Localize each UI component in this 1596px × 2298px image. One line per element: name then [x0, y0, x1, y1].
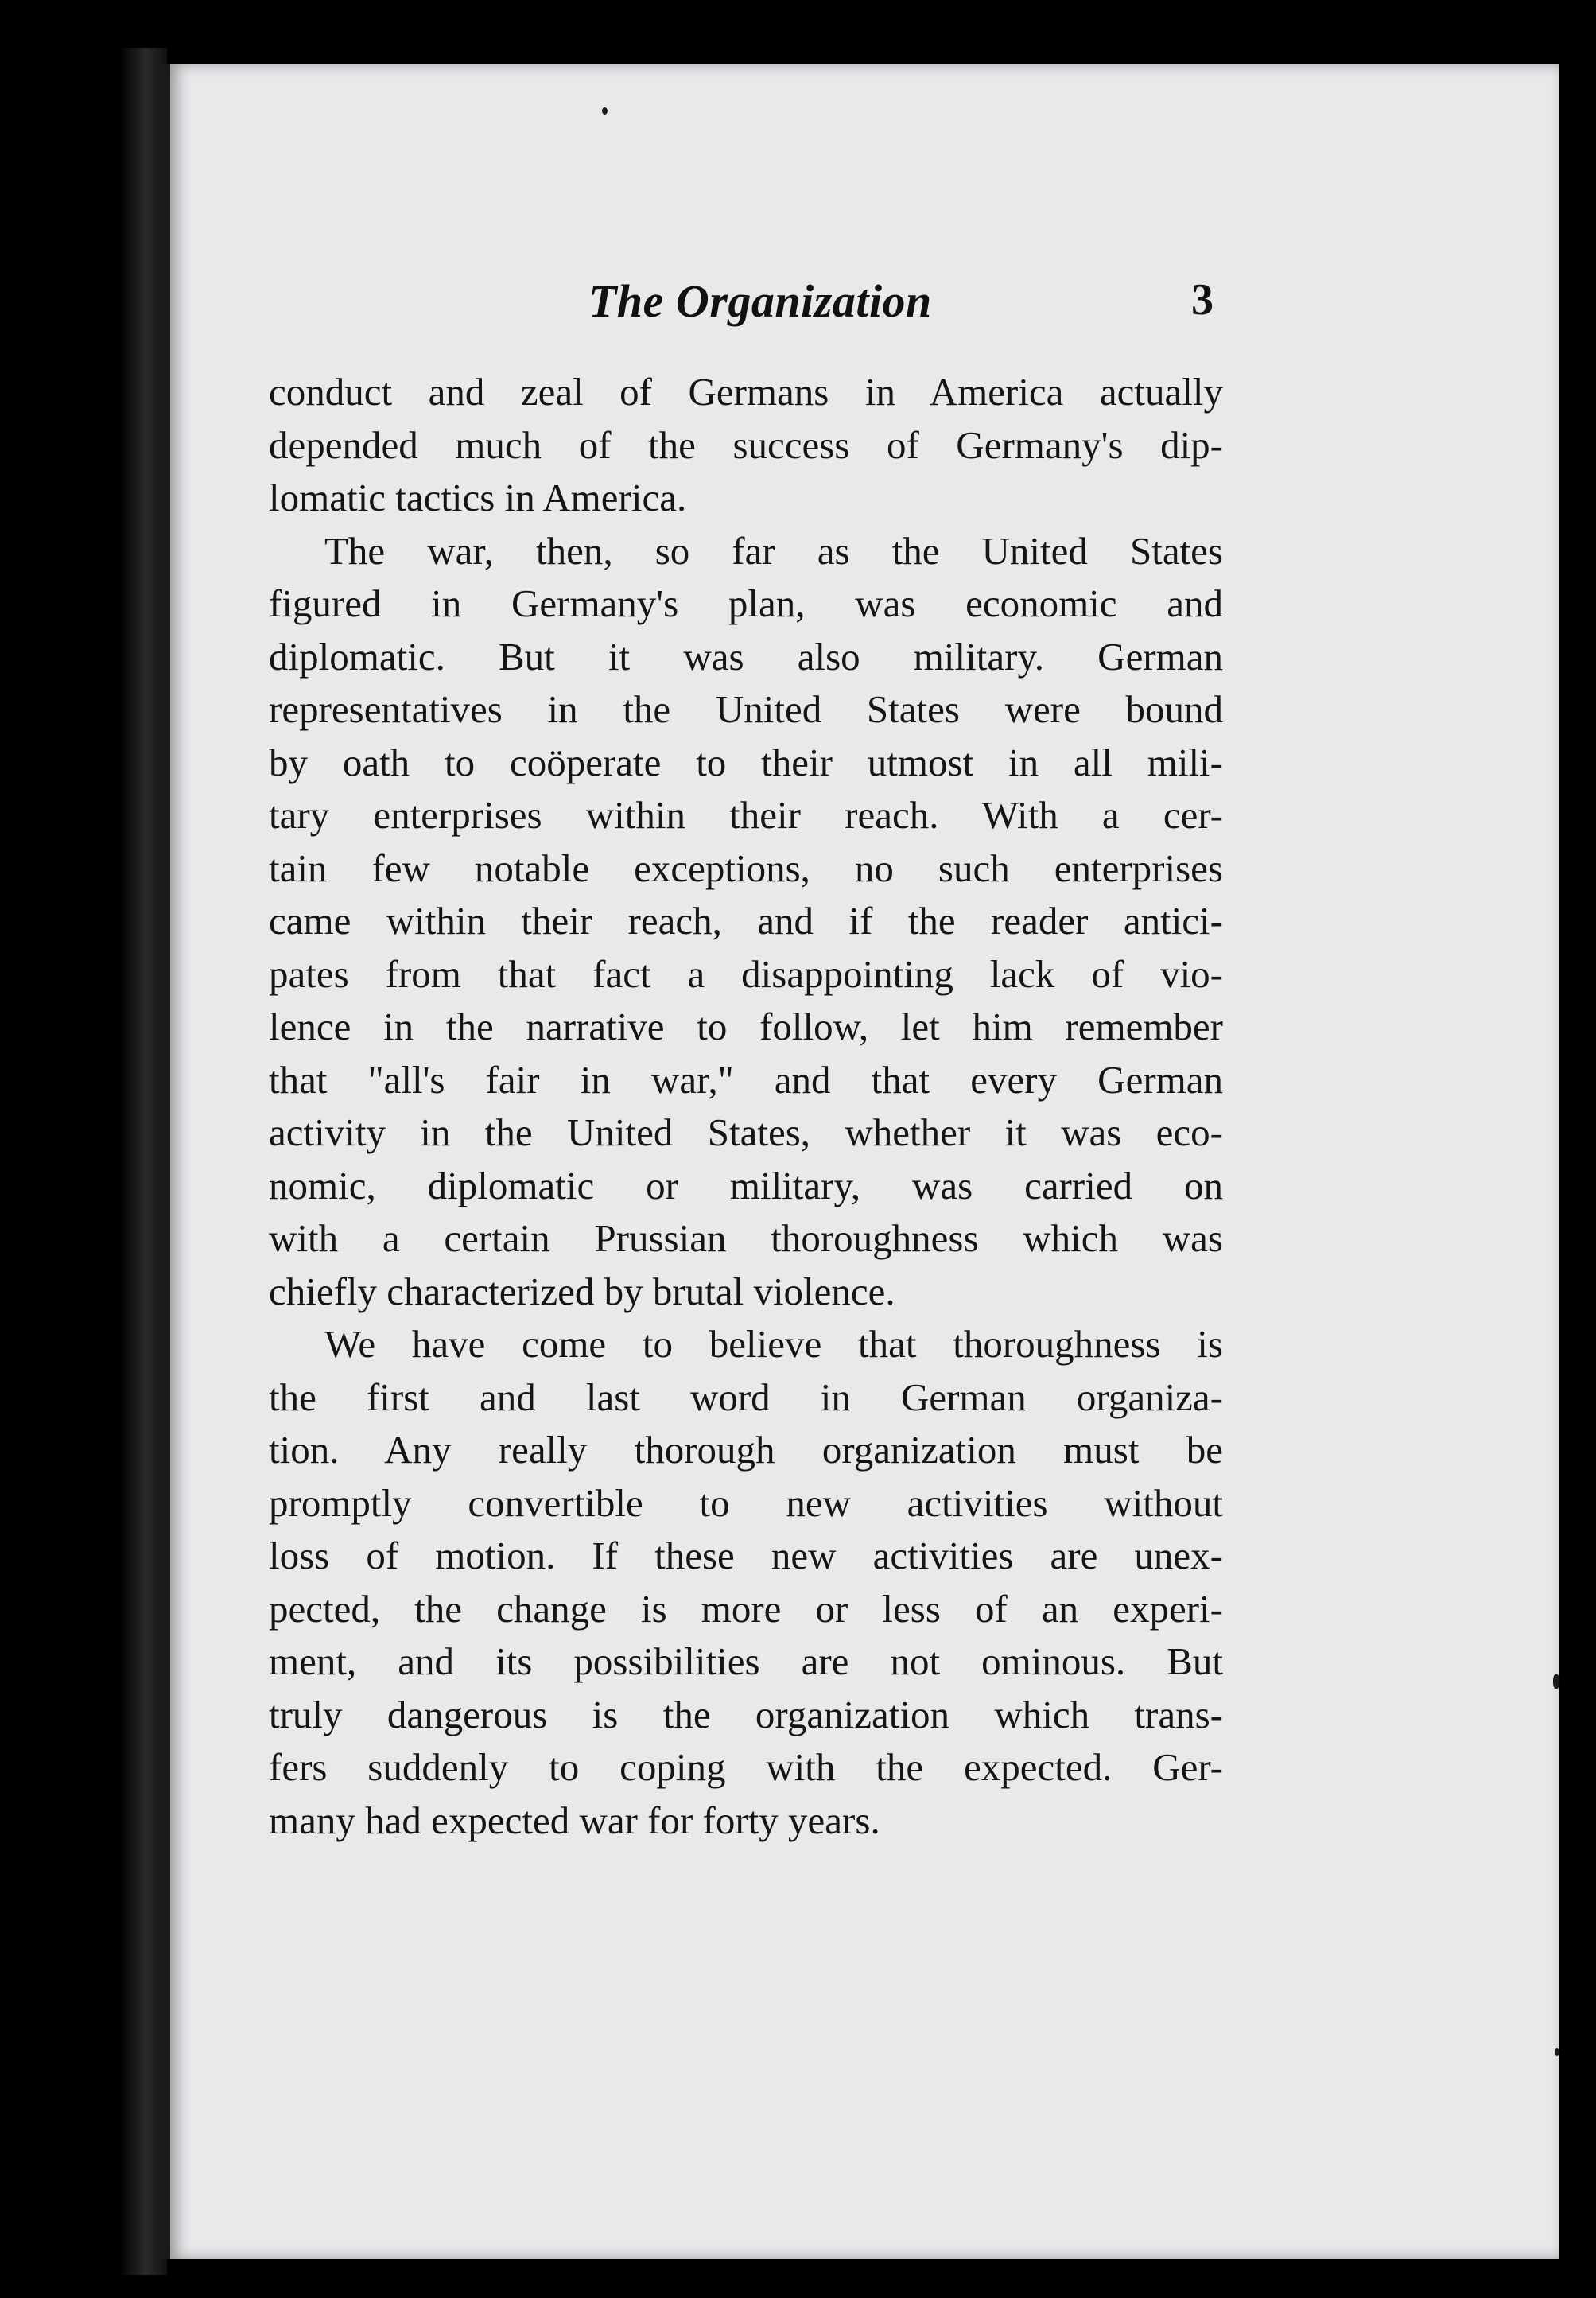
- paragraph-2: [269, 525, 1223, 1319]
- text-line: lence in the narrative to follow, let him remember: [269, 1005, 1223, 1048]
- dust-speck: [1553, 1674, 1559, 1689]
- text-line: activity in the United States, whether it was eco-: [269, 1110, 1223, 1154]
- text-line: lomatic tactics in America.: [269, 476, 687, 519]
- dust-speck: [1555, 2048, 1559, 2056]
- paragraph-3: [269, 1318, 1223, 1847]
- text-line: the first and last word in German organiza-: [269, 1375, 1223, 1419]
- running-head: [429, 274, 1225, 338]
- text-line: depended much of the success of Germany's dip-: [269, 422, 1223, 467]
- text-line: loss of motion. If these new activities are unex-: [269, 1534, 1223, 1577]
- text-line: diplomatic. But it was also military. German: [269, 634, 1223, 679]
- text-line: tary enterprises within their reach. With a cer-: [269, 793, 1223, 837]
- paragraph-1: [269, 366, 1223, 525]
- text-line: many had expected war for forty years.: [269, 1798, 880, 1842]
- text-line: that "all's fair in war," and that every German: [269, 1057, 1223, 1102]
- text-line: truly dangerous is the organization which trans-: [269, 1692, 1223, 1736]
- text-line: with a certain Prussian thoroughness which was: [269, 1216, 1223, 1260]
- text-line: figured in Germany's plan, was economic and: [269, 581, 1223, 625]
- page-number: 3: [1191, 275, 1214, 325]
- text-line: fers suddenly to coping with the expected. Ger-: [269, 1745, 1223, 1789]
- text-line: The war, then, so far as the United States: [324, 528, 1223, 573]
- text-line: nomic, diplomatic or military, was carried on: [269, 1163, 1223, 1207]
- text-line: tion. Any really thorough organization must be: [269, 1428, 1223, 1472]
- text-line: chiefly characterized by brutal violence.: [269, 1269, 895, 1313]
- text-line: pates from that fact a disappointing lack of vio-: [269, 951, 1223, 996]
- text-line: We have come to believe that thoroughness is: [324, 1322, 1223, 1366]
- text-line: representatives in the United States were bound: [269, 687, 1223, 731]
- text-line: ment, and its possibilities are not ominous. But: [269, 1639, 1223, 1683]
- text-line: promptly convertible to new activities without: [269, 1480, 1223, 1525]
- running-head-title: The Organization: [588, 275, 932, 327]
- text-line: came within their reach, and if the reader antici-: [269, 899, 1223, 943]
- text-line: pected, the change is more or less of an experi-: [269, 1586, 1223, 1631]
- text-line: tain few notable exceptions, no such enterprises: [269, 846, 1223, 890]
- dust-speck: [602, 107, 608, 115]
- text-line: conduct and zeal of Germans in America actually: [269, 370, 1223, 414]
- body-text: [269, 366, 1223, 1847]
- text-line: by oath to coöperate to their utmost in all mili-: [269, 740, 1223, 784]
